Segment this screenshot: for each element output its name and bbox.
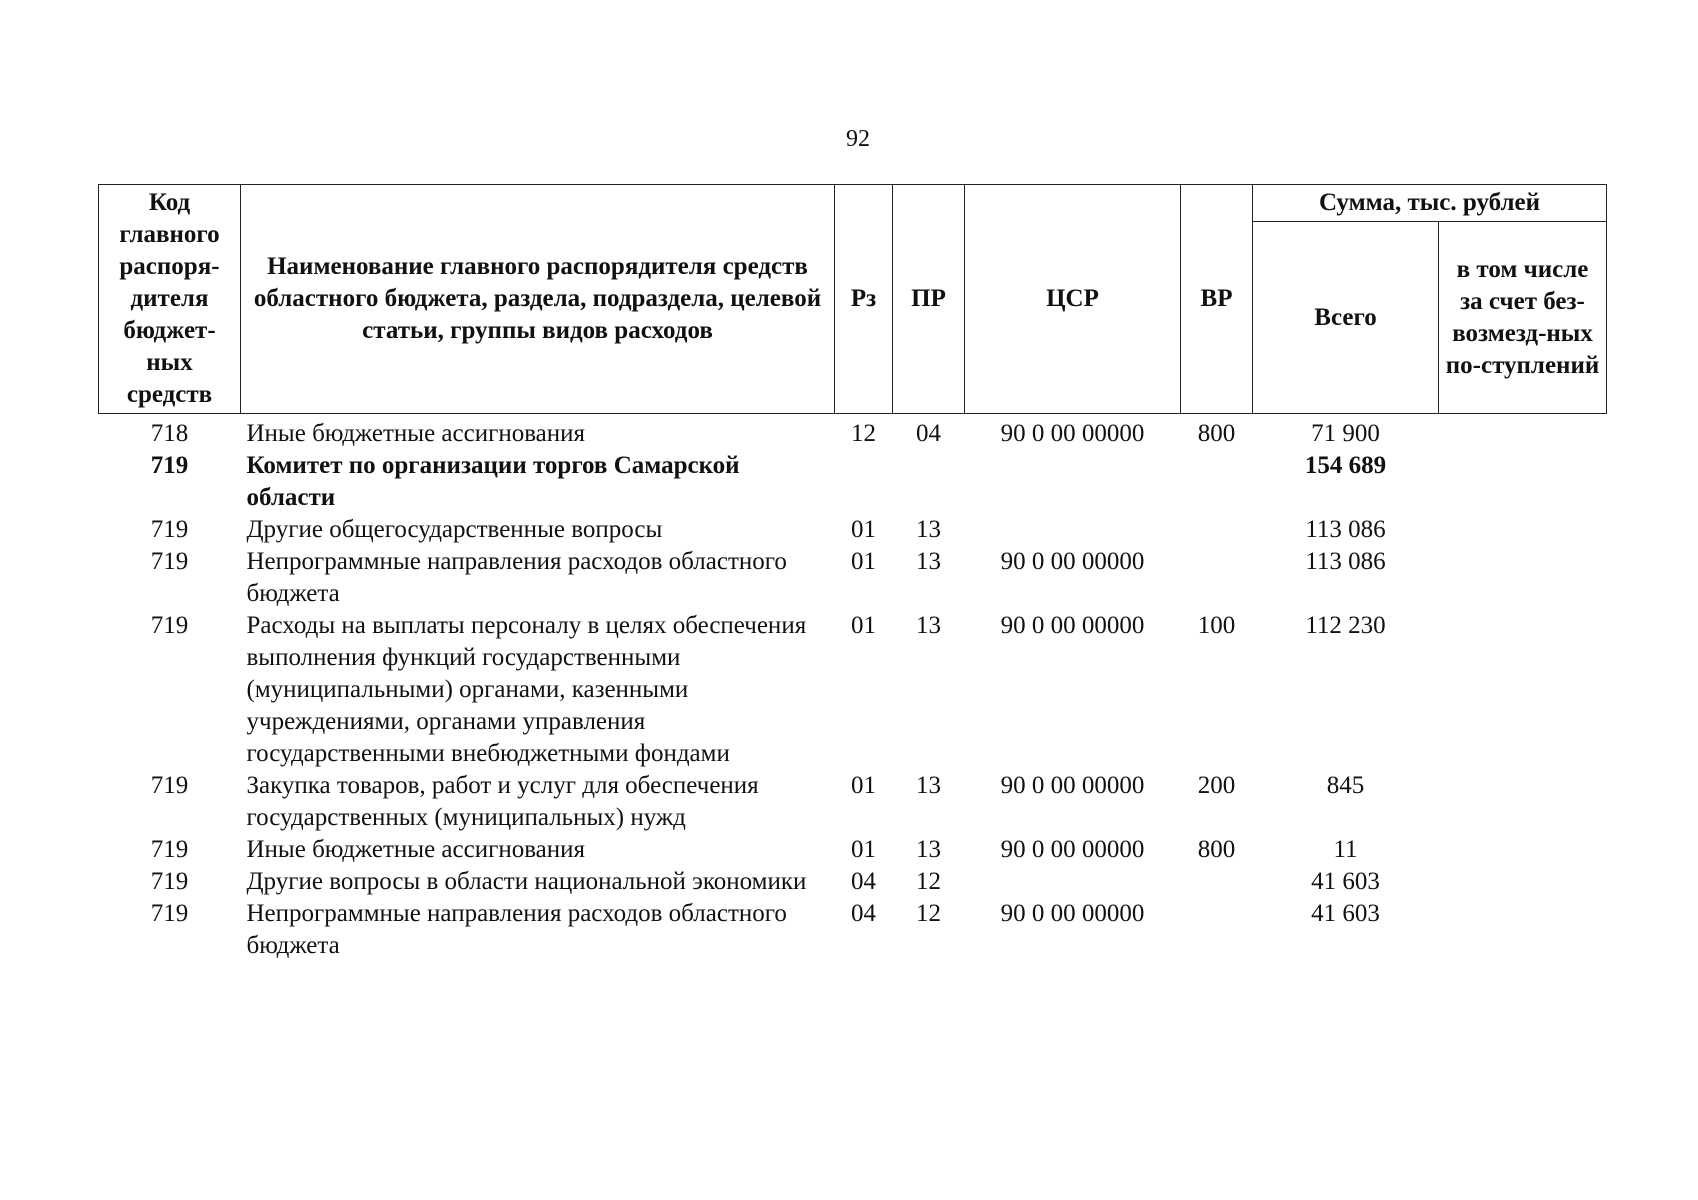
cell-pr: 13 xyxy=(916,612,941,639)
cell-name: Непрограммные направления расходов областного бюджета xyxy=(246,548,787,607)
cell-code: 719 xyxy=(150,900,189,927)
cell-csr: 90 0 00 00000 xyxy=(1000,772,1145,799)
cell-code: 719 xyxy=(150,868,189,895)
cell-pr: 13 xyxy=(916,772,941,799)
cell-csr xyxy=(965,866,1181,898)
cell-total: 845 xyxy=(1326,772,1365,799)
cell-rz: 01 xyxy=(851,516,876,543)
budget-table xyxy=(98,184,1607,962)
cell-csr: 90 0 00 00000 xyxy=(1000,548,1145,575)
cell-code: 719 xyxy=(150,612,189,639)
cell-free xyxy=(1439,866,1607,898)
cell-vr: 200 xyxy=(1197,772,1236,799)
header-total: Всего xyxy=(1253,222,1439,414)
cell-vr xyxy=(1181,898,1253,962)
cell-rz: 12 xyxy=(851,420,876,447)
cell-pr: 13 xyxy=(916,836,941,863)
cell-name: Расходы на выплаты персоналу в целях обеспечения выполнения функций государственными (муниципальными) органами, казенными учреждениями, органами управления государственными внебюджетными фондами xyxy=(246,612,807,767)
cell-free xyxy=(1439,414,1607,451)
cell-name: Другие вопросы в области национальной экономики xyxy=(246,868,807,895)
table-row xyxy=(99,770,1607,834)
cell-pr: 13 xyxy=(916,548,941,575)
table-row xyxy=(99,546,1607,610)
cell-name: Иные бюджетные ассигнования xyxy=(246,420,586,447)
cell-name: Иные бюджетные ассигнования xyxy=(246,836,586,863)
cell-rz xyxy=(835,450,893,514)
header-sum-group: Сумма, тыс. рублей xyxy=(1253,185,1607,222)
table-row xyxy=(99,866,1607,898)
cell-free xyxy=(1439,450,1607,514)
header-name: Наименование главного распорядителя средств областного бюджета, раздела, подраздела, целевой статьи, группы видов расходов xyxy=(241,185,835,414)
cell-csr: 90 0 00 00000 xyxy=(1000,836,1145,863)
cell-name: Комитет по организации торгов Самарской области xyxy=(246,452,740,511)
cell-rz: 01 xyxy=(851,836,876,863)
table-body xyxy=(99,414,1607,963)
cell-csr: 90 0 00 00000 xyxy=(1000,612,1145,639)
cell-name: Непрограммные направления расходов областного бюджета xyxy=(246,900,787,959)
cell-total: 41 603 xyxy=(1311,900,1380,927)
cell-csr xyxy=(965,450,1181,514)
cell-total: 71 900 xyxy=(1311,420,1380,447)
header-pr: ПР xyxy=(893,185,965,414)
cell-pr xyxy=(893,450,965,514)
cell-vr: 800 xyxy=(1197,836,1236,863)
cell-rz: 01 xyxy=(851,548,876,575)
table-row xyxy=(99,610,1607,770)
cell-vr: 800 xyxy=(1197,420,1236,447)
table-row xyxy=(99,898,1607,962)
cell-name: Другие общегосударственные вопросы xyxy=(246,516,663,543)
cell-code: 718 xyxy=(150,420,189,447)
cell-pr: 12 xyxy=(916,900,941,927)
cell-free xyxy=(1439,834,1607,866)
cell-rz: 04 xyxy=(851,900,876,927)
table-row xyxy=(99,514,1607,546)
cell-name: Закупка товаров, работ и услуг для обеспечения государственных (муниципальных) нужд xyxy=(246,772,759,831)
cell-rz: 01 xyxy=(851,612,876,639)
cell-code: 719 xyxy=(150,516,189,543)
cell-csr: 90 0 00 00000 xyxy=(1000,900,1145,927)
header-vr: ВР xyxy=(1181,185,1253,414)
table-row xyxy=(99,414,1607,451)
cell-free xyxy=(1439,546,1607,610)
cell-pr: 04 xyxy=(916,420,941,447)
table-row xyxy=(99,450,1607,514)
cell-pr: 13 xyxy=(916,516,941,543)
cell-vr xyxy=(1181,450,1253,514)
cell-total: 154 689 xyxy=(1304,452,1387,479)
cell-vr xyxy=(1181,546,1253,610)
header-free: в том числе за счет без-возмезд-ных по-ступлений xyxy=(1439,222,1607,414)
cell-code: 719 xyxy=(150,452,189,479)
cell-code: 719 xyxy=(150,836,189,863)
cell-vr xyxy=(1181,514,1253,546)
cell-code: 719 xyxy=(150,772,189,799)
table-header xyxy=(99,185,1607,414)
cell-total: 113 086 xyxy=(1305,548,1386,575)
header-rz: Рз xyxy=(835,185,893,414)
cell-total: 112 230 xyxy=(1305,612,1386,639)
cell-total: 41 603 xyxy=(1311,868,1380,895)
cell-rz: 01 xyxy=(851,772,876,799)
cell-code: 719 xyxy=(150,548,189,575)
page-number: 92 xyxy=(846,126,870,152)
cell-total: 11 xyxy=(1333,836,1358,863)
cell-rz: 04 xyxy=(851,868,876,895)
cell-vr: 100 xyxy=(1197,612,1236,639)
cell-csr xyxy=(965,514,1181,546)
cell-free xyxy=(1439,514,1607,546)
cell-free xyxy=(1439,770,1607,834)
cell-total: 113 086 xyxy=(1305,516,1386,543)
cell-vr xyxy=(1181,866,1253,898)
table-row xyxy=(99,834,1607,866)
cell-pr: 12 xyxy=(916,868,941,895)
cell-csr: 90 0 00 00000 xyxy=(1000,420,1145,447)
cell-free xyxy=(1439,898,1607,962)
cell-free xyxy=(1439,610,1607,770)
header-csr: ЦСР xyxy=(965,185,1181,414)
header-code: Код главного распоря-дителя бюджет-ных средств xyxy=(99,185,241,414)
